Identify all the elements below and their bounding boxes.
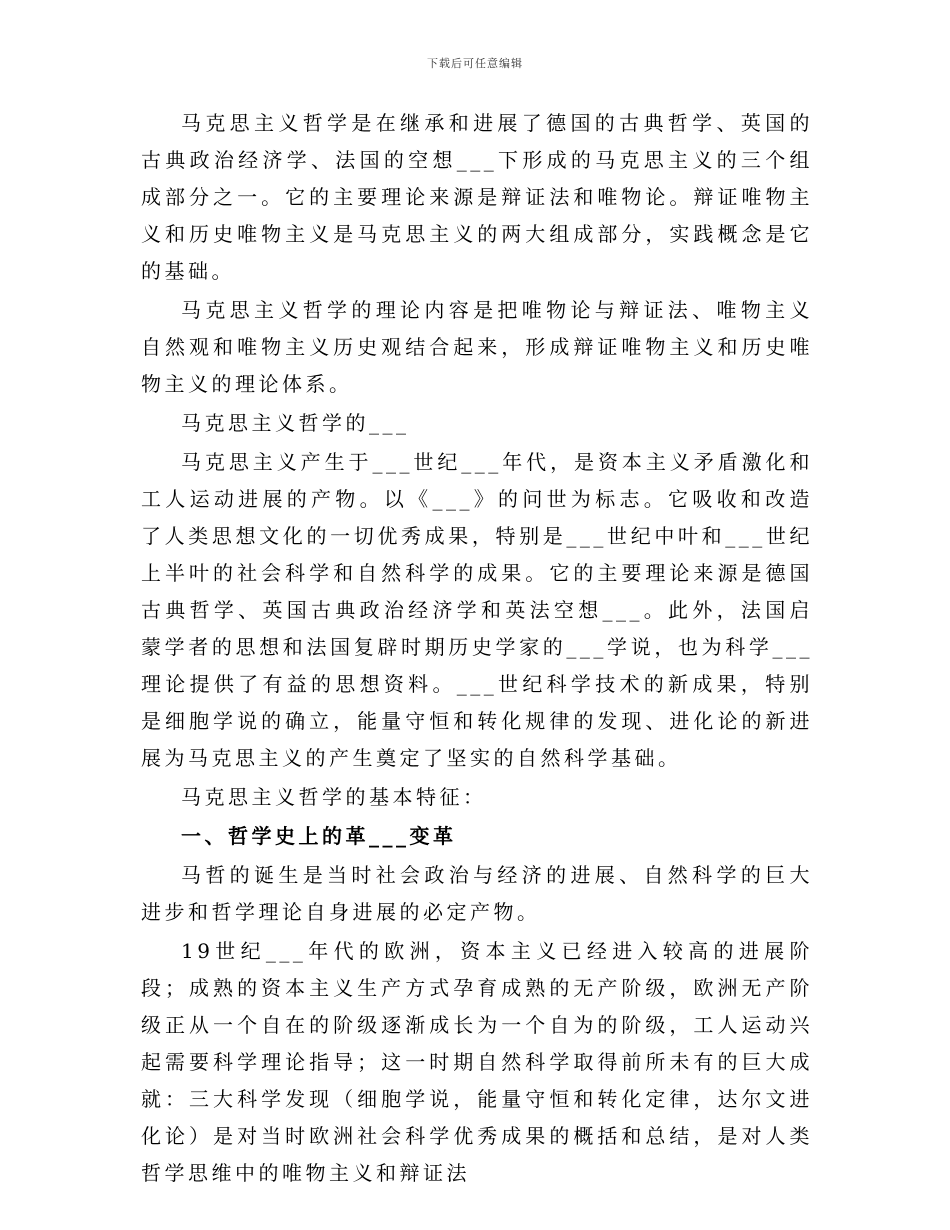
paragraph: 19世纪___年代的欧洲，资本主义已经进入较高的进展阶段；成熟的资本主义生产方式孕育成熟的无产阶级，欧洲无产阶级正从一个自在的阶级逐渐成长为一个自为的阶级，工人运动兴起需要科学理论指导；这一时期自然科学取得前所未有的巨大成就：三大科学发现（细胞学说，能量守恒和转化定律，达尔文进化论）是对当时欧洲社会科学优秀成果的概括和总结，是对人类哲学思维中的唯物主义和辩证法 — [141, 939, 813, 1185]
paragraph: 马克思主义哲学的___ — [181, 411, 410, 435]
paragraph: 马克思主义产生于___世纪___年代，是资本主义矛盾激化和工人运动进展的产物。以《___》的问世为标志。它吸收和改造了人类思想文化的一切优秀成果，特别是___世纪中叶和___世纪上半叶的社会科学和自然科学的成果。它的主要理论来源是德国古典哲学、英国古典政治经济学和英法空想___。此外，法国启蒙学者的思想和法国复辟时期历史学家的___学说，也为科学___理论提供了有益的思想资料。___世纪科学技术的新成果，特别是细胞学说的确立，能量守恒和转化规律的发现、进化论的新进展为马克思主义的产生奠定了坚实的自然科学基础。 — [141, 450, 813, 770]
document-body — [141, 105, 813, 1194]
paragraph: 马克思主义哲学是在继承和进展了德国的古典哲学、英国的古典政治经济学、法国的空想___下形成的马克思主义的三个组成部分之一。它的主要理论来源是辩证法和唯物论。辩证唯物主义和历史唯物主义是马克思主义的两大组成部分，实践概念是它的基础。 — [141, 111, 813, 283]
paragraph: 马哲的诞生是当时社会政治与经济的进展、自然科学的巨大进步和哲学理论自身进展的必定产物。 — [141, 863, 813, 924]
paragraph: 马克思主义哲学的理论内容是把唯物论与辩证法、唯物主义自然观和唯物主义历史观结合起来，形成辩证唯物主义和历史唯物主义的理论体系。 — [141, 298, 813, 396]
paragraph: 马克思主义哲学的基本特征： — [181, 785, 487, 809]
page-header: 下载后可任意编辑 — [427, 57, 523, 70]
section-heading: 一、哲学史上的革___变革 — [181, 824, 457, 848]
